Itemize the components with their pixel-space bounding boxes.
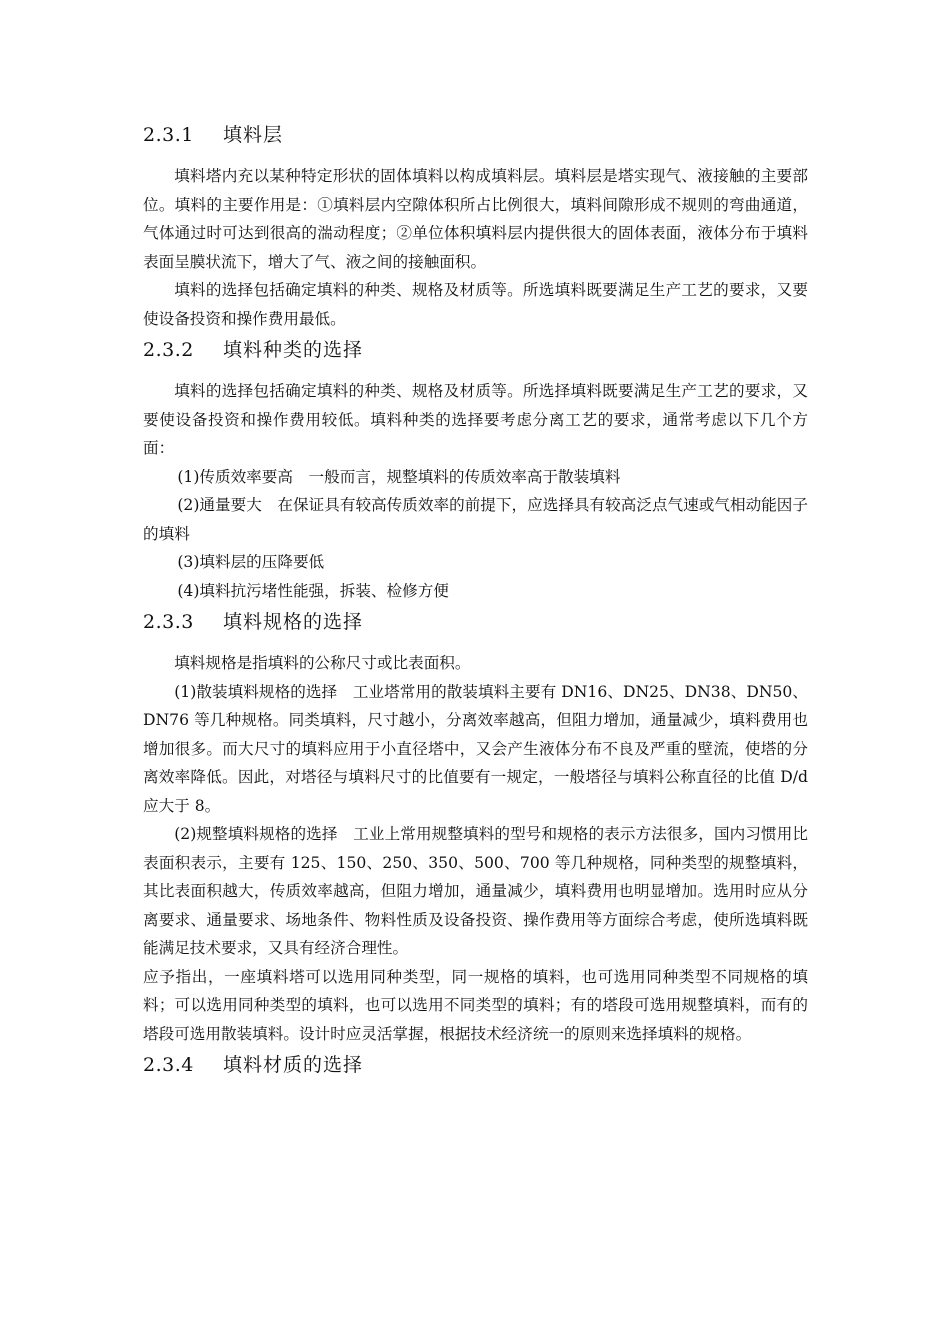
section-heading-2-3-4 [143, 1048, 808, 1082]
list-item: (3)填料层的压降要低 [177, 553, 325, 571]
paragraph: (2)规整填料规格的选择 工业上常用规整填料的型号和规格的表示方法很多，国内习惯用比表面积表示，主要有 125、150、250、350、500、700 等几种规格，同种类型的规整填料，其比表面积越大，传质效率越高，但阻力增加，通量减少，填料费用也明显增加。选用时应从分离要求、通量要求、场地条件、物料性质及设备投资、操作费用等方面综合考虑，使所选填料既能满足技术要求，又具有经济合理性。 [143, 825, 808, 957]
section-title: 填料种类的选择 [223, 339, 364, 361]
note-paragraph: 应予指出，一座填料塔可以选用同种类型，同一规格的填料，也可选用同种类型不同规格的填料；可以选用同种类型的填料，也可以选用不同类型的填料；有的塔段可选用规整填料，而有的塔段可选用散装填料。设计时应灵活掌握，根据技术经济统一的原则来选择填料的规格。 [143, 967, 808, 1043]
section-heading-2-3-2 [143, 333, 808, 367]
section-number: 2.3.1 [143, 124, 194, 146]
list-item: (2)通量要大 在保证具有较高传质效率的前提下，应选择具有较高泛点气速或气相动能因子的填料 [143, 496, 808, 543]
paragraph: 填料的选择包括确定填料的种类、规格及材质等。所选择填料既要满足生产工艺的要求，又要使设备投资和操作费用较低。填料种类的选择要考虑分离工艺的要求，通常考虑以下几个方面： [143, 382, 808, 457]
document-page [143, 118, 808, 1082]
list-item: (4)填料抗污堵性能强，拆装、检修方便 [177, 581, 449, 600]
section-heading-2-3-3 [143, 605, 808, 639]
paragraph: (1)散装填料规格的选择 工业塔常用的散装填料主要有 DN16、DN25、DN38、DN50、DN76 等几种规格。同类填料，尺寸越小，分离效率越高，但阻力增加，通量减少，填料费用也增加很多。而大尺寸的填料应用于小直径塔中，又会产生液体分布不良及严重的壁流，使塔的分离效率降低。因此，对塔径与填料尺寸的比值要有一规定，一般塔径与填料公称直径的比值 D/d 应大于 8。 [143, 682, 808, 815]
section-title: 填料材质的选择 [223, 1054, 364, 1076]
paragraph: 填料规格是指填料的公称尺寸或比表面积。 [174, 654, 471, 672]
section-number: 2.3.2 [143, 339, 194, 361]
list-item: (1)传质效率要高 一般而言，规整填料的传质效率高于散装填料 [177, 467, 621, 486]
section-title: 填料层 [223, 124, 284, 146]
section-title: 填料规格的选择 [223, 611, 364, 633]
paragraph: 填料塔内充以某种特定形状的固体填料以构成填料层。填料层是塔实现气、液接触的主要部位。填料的主要作用是：①填料层内空隙体积所占比例很大，填料间隙形成不规则的弯曲通道，气体通过时可达到很高的湍动程度；②单位体积填料层内提供很大的固体表面，液体分布于填料表面呈膜状流下，增大了气、液之间的接触面积。 [143, 167, 808, 271]
section-heading-2-3-1 [143, 118, 808, 152]
paragraph: 填料的选择包括确定填料的种类、规格及材质等。所选填料既要满足生产工艺的要求，又要使设备投资和操作费用最低。 [143, 281, 808, 328]
section-number: 2.3.4 [143, 1054, 194, 1076]
section-number: 2.3.3 [143, 611, 194, 633]
